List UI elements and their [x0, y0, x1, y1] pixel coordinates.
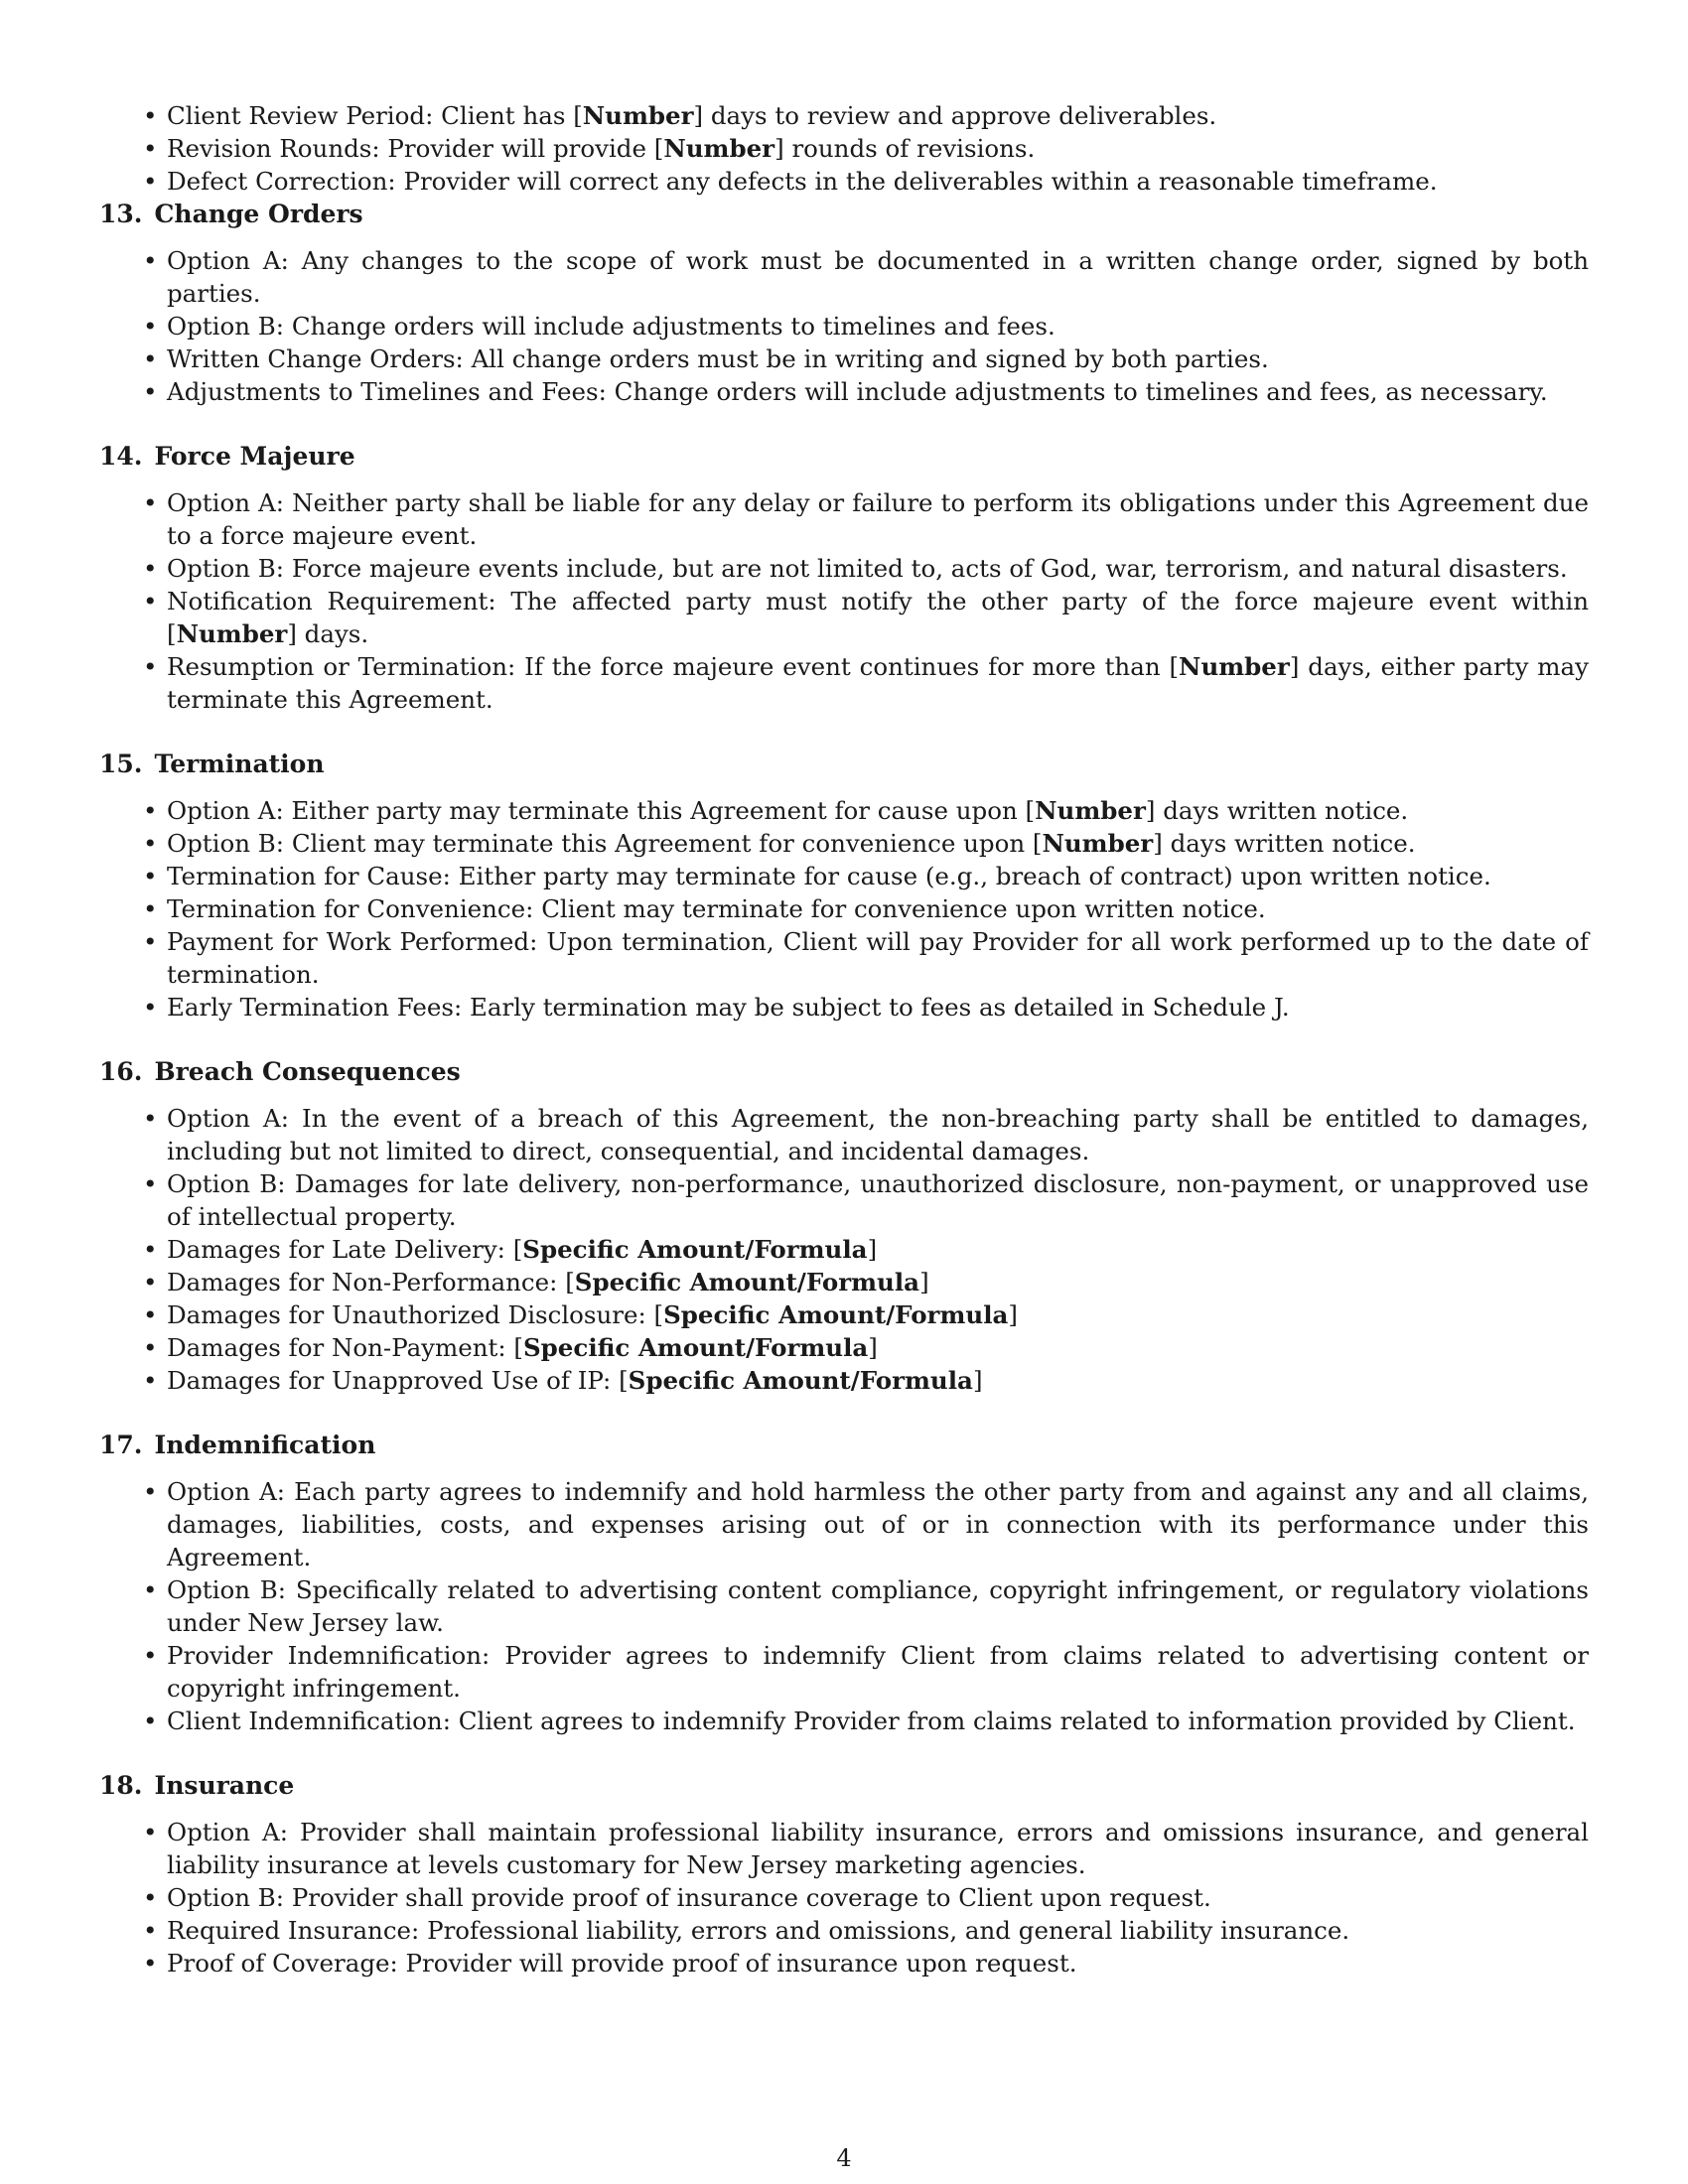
section-item-list	[99, 794, 1589, 1024]
item-text: Revision Rounds: Provider will provide [	[167, 134, 664, 163]
section-heading	[99, 440, 1589, 474]
section-heading	[99, 1055, 1589, 1089]
sections-container	[99, 198, 1589, 1979]
item-text-tail: ]	[867, 1235, 878, 1264]
section-number: 16.	[99, 1057, 143, 1086]
item-text: Option A: Any changes to the scope of work must be documented in a written change order, signed by both parties.	[167, 246, 1589, 308]
bullet-icon: •	[143, 796, 158, 825]
list-item	[99, 1816, 1589, 1881]
list-item	[99, 165, 1589, 198]
list-item	[99, 1233, 1589, 1266]
item-text-tail: ]	[919, 1268, 929, 1297]
bullet-icon: •	[143, 829, 158, 858]
list-item	[99, 794, 1589, 827]
item-text: Option B: Client may terminate this Agreement for convenience upon [	[167, 829, 1043, 858]
list-item	[99, 342, 1589, 375]
list-item	[99, 1102, 1589, 1167]
item-text: Option A: Provider shall maintain professional liability insurance, errors and omissions insurance, and general liability insurance at levels customary for New Jersey marketing agencies.	[167, 1818, 1589, 1879]
bullet-icon: •	[143, 1300, 158, 1329]
list-item	[99, 991, 1589, 1024]
item-text: Damages for Late Delivery: [	[167, 1235, 523, 1264]
bullet-icon: •	[143, 167, 158, 196]
section-number: 17.	[99, 1431, 143, 1459]
section-item-list	[99, 1102, 1589, 1397]
bullet-icon: •	[143, 1477, 158, 1506]
bullet-icon: •	[143, 1366, 158, 1395]
item-text-tail: ] days to review and approve deliverables.	[693, 101, 1217, 130]
list-item	[99, 1331, 1589, 1364]
section-heading	[99, 748, 1589, 781]
item-text-tail: ]	[972, 1366, 983, 1395]
item-text-tail: ]	[868, 1333, 878, 1362]
bullet-icon: •	[143, 1641, 158, 1670]
lead-item-list	[99, 99, 1589, 198]
list-item	[99, 1947, 1589, 1979]
item-text: Option B: Provider shall provide proof of insurance coverage to Client upon request.	[167, 1883, 1211, 1912]
bullet-icon: •	[143, 344, 158, 373]
bullet-icon: •	[143, 1916, 158, 1945]
bullet-icon: •	[143, 554, 158, 583]
bullet-icon: •	[143, 927, 158, 956]
bullet-icon: •	[143, 1333, 158, 1362]
item-text: Notification Requirement: The affected party must notify the other party of the force majeure event within [	[167, 587, 1589, 648]
item-text: Termination for Convenience: Client may terminate for convenience upon written notice.	[167, 894, 1266, 923]
section	[99, 440, 1589, 716]
document-page	[99, 99, 1589, 2011]
item-placeholder: Number	[1042, 829, 1154, 858]
item-text: Option A: Either party may terminate this Agreement for cause upon [	[167, 796, 1036, 825]
bullet-icon: •	[143, 652, 158, 681]
item-text: Resumption or Termination: If the force majeure event continues for more than [	[167, 652, 1180, 681]
item-text: Option B: Damages for late delivery, non-performance, unauthorized disclosure, non-payment, or unapproved use of intellectual property.	[167, 1169, 1589, 1231]
item-text: Damages for Unapproved Use of IP: [	[167, 1366, 629, 1395]
section-item-list	[99, 486, 1589, 716]
item-placeholder: Specific Amount/Formula	[574, 1268, 920, 1297]
bullet-icon: •	[143, 1818, 158, 1846]
item-text: Proof of Coverage: Provider will provide proof of insurance upon request.	[167, 1949, 1077, 1978]
list-item	[99, 99, 1589, 132]
section-item-list	[99, 1816, 1589, 1979]
section	[99, 1769, 1589, 1979]
item-placeholder: Number	[582, 101, 694, 130]
section-title: Termination	[154, 750, 325, 778]
item-placeholder: Number	[663, 134, 775, 163]
list-item	[99, 1475, 1589, 1573]
list-item	[99, 650, 1589, 716]
list-item	[99, 1914, 1589, 1947]
section	[99, 1055, 1589, 1397]
bullet-icon: •	[143, 1706, 158, 1735]
bullet-icon: •	[143, 377, 158, 406]
list-item	[99, 1881, 1589, 1914]
item-text: Client Indemnification: Client agrees to indemnify Provider from claims related to information provided by Client.	[167, 1706, 1576, 1735]
bullet-icon: •	[143, 894, 158, 923]
bullet-icon: •	[143, 1169, 158, 1198]
list-item	[99, 892, 1589, 925]
item-text: Written Change Orders: All change orders must be in writing and signed by both parties.	[167, 344, 1269, 373]
item-text-tail: ] days.	[287, 619, 369, 648]
item-text: Option A: In the event of a breach of this Agreement, the non-breaching party shall be entitled to damages, including but not limited to direct, consequential, and incidental damages.	[167, 1104, 1589, 1165]
bullet-icon: •	[143, 1949, 158, 1978]
item-text: Option A: Each party agrees to indemnify and hold harmless the other party from and against any and all claims, damages, liabilities, costs, and expenses arising out of or in connection with its performance under this Agreement.	[167, 1477, 1589, 1571]
section-title: Breach Consequences	[154, 1057, 461, 1086]
item-text-tail: ] days written notice.	[1145, 796, 1409, 825]
section-item-list	[99, 244, 1589, 408]
item-text: Damages for Non-Performance: [	[167, 1268, 575, 1297]
item-text: Required Insurance: Professional liability, errors and omissions, and general liability insurance.	[167, 1916, 1350, 1945]
item-text: Payment for Work Performed: Upon termination, Client will pay Provider for all work performed up to the date of termination.	[167, 927, 1589, 989]
bullet-icon: •	[143, 488, 158, 517]
list-item	[99, 1266, 1589, 1298]
section-title: Change Orders	[154, 200, 363, 228]
item-text: Early Termination Fees: Early termination may be subject to fees as detailed in Schedule J.	[167, 993, 1290, 1022]
section-heading	[99, 198, 1589, 231]
section	[99, 198, 1589, 408]
item-text: Provider Indemnification: Provider agrees to indemnify Client from claims related to advertising content or copyright infringement.	[167, 1641, 1589, 1703]
section-number: 13.	[99, 200, 143, 228]
list-item	[99, 1364, 1589, 1397]
bullet-icon: •	[143, 246, 158, 275]
item-text: Option A: Neither party shall be liable for any delay or failure to perform its obligations under this Agreement due to a force majeure event.	[167, 488, 1589, 550]
item-text: Option B: Change orders will include adjustments to timelines and fees.	[167, 312, 1055, 341]
bullet-icon: •	[143, 862, 158, 890]
item-text: Client Review Period: Client has [	[167, 101, 583, 130]
item-placeholder: Specific Amount/Formula	[663, 1300, 1009, 1329]
section	[99, 748, 1589, 1024]
bullet-icon: •	[143, 1575, 158, 1604]
list-item	[99, 585, 1589, 650]
list-item	[99, 552, 1589, 585]
item-text-tail: ] days written notice.	[1153, 829, 1416, 858]
item-placeholder: Specific Amount/Formula	[522, 1235, 868, 1264]
bullet-icon: •	[143, 1883, 158, 1912]
item-text: Option B: Specifically related to advertising content compliance, copyright infringement, or regulatory violations under New Jersey law.	[167, 1575, 1589, 1637]
section-number: 18.	[99, 1771, 143, 1800]
section-title: Indemnification	[154, 1431, 376, 1459]
list-item	[99, 925, 1589, 991]
bullet-icon: •	[143, 1104, 158, 1133]
list-item	[99, 244, 1589, 310]
item-placeholder: Number	[1179, 652, 1290, 681]
section-number: 14.	[99, 442, 143, 471]
bullet-icon: •	[143, 993, 158, 1022]
list-item	[99, 375, 1589, 408]
item-text: Termination for Cause: Either party may terminate for cause (e.g., breach of contract) upon written notice.	[167, 862, 1491, 890]
bullet-icon: •	[143, 101, 158, 130]
list-item	[99, 132, 1589, 165]
section-heading	[99, 1769, 1589, 1803]
section-title: Force Majeure	[154, 442, 355, 471]
item-text-tail: ] rounds of revisions.	[774, 134, 1036, 163]
section-heading	[99, 1429, 1589, 1462]
list-item	[99, 310, 1589, 342]
item-placeholder: Number	[1035, 796, 1146, 825]
list-item	[99, 1705, 1589, 1737]
item-text-tail: ] days, either party may terminate this Agreement.	[167, 652, 1589, 714]
section-title: Insurance	[154, 1771, 295, 1800]
list-item	[99, 1573, 1589, 1639]
section-item-list	[99, 1475, 1589, 1737]
item-placeholder: Specific Amount/Formula	[522, 1333, 869, 1362]
list-item	[99, 486, 1589, 552]
item-text: Adjustments to Timelines and Fees: Change orders will include adjustments to timelines and fees, as necessary.	[167, 377, 1548, 406]
list-item	[99, 827, 1589, 860]
section	[99, 1429, 1589, 1737]
item-text-tail: ]	[1008, 1300, 1018, 1329]
item-text: Option B: Force majeure events include, but are not limited to, acts of God, war, terrorism, and natural disasters.	[167, 554, 1568, 583]
bullet-icon: •	[143, 1268, 158, 1297]
bullet-icon: •	[143, 312, 158, 341]
item-placeholder: Number	[176, 619, 288, 648]
list-item	[99, 1298, 1589, 1331]
bullet-icon: •	[143, 1235, 158, 1264]
page-number: 4	[836, 2144, 852, 2172]
item-text: Damages for Unauthorized Disclosure: [	[167, 1300, 664, 1329]
list-item	[99, 1639, 1589, 1705]
list-item	[99, 1167, 1589, 1233]
item-text: Defect Correction: Provider will correct any defects in the deliverables within a reasonable timeframe.	[167, 167, 1438, 196]
bullet-icon: •	[143, 134, 158, 163]
item-text: Damages for Non-Payment: [	[167, 1333, 523, 1362]
list-item	[99, 860, 1589, 892]
bullet-icon: •	[143, 587, 158, 615]
item-placeholder: Specific Amount/Formula	[628, 1366, 973, 1395]
section-number: 15.	[99, 750, 143, 778]
